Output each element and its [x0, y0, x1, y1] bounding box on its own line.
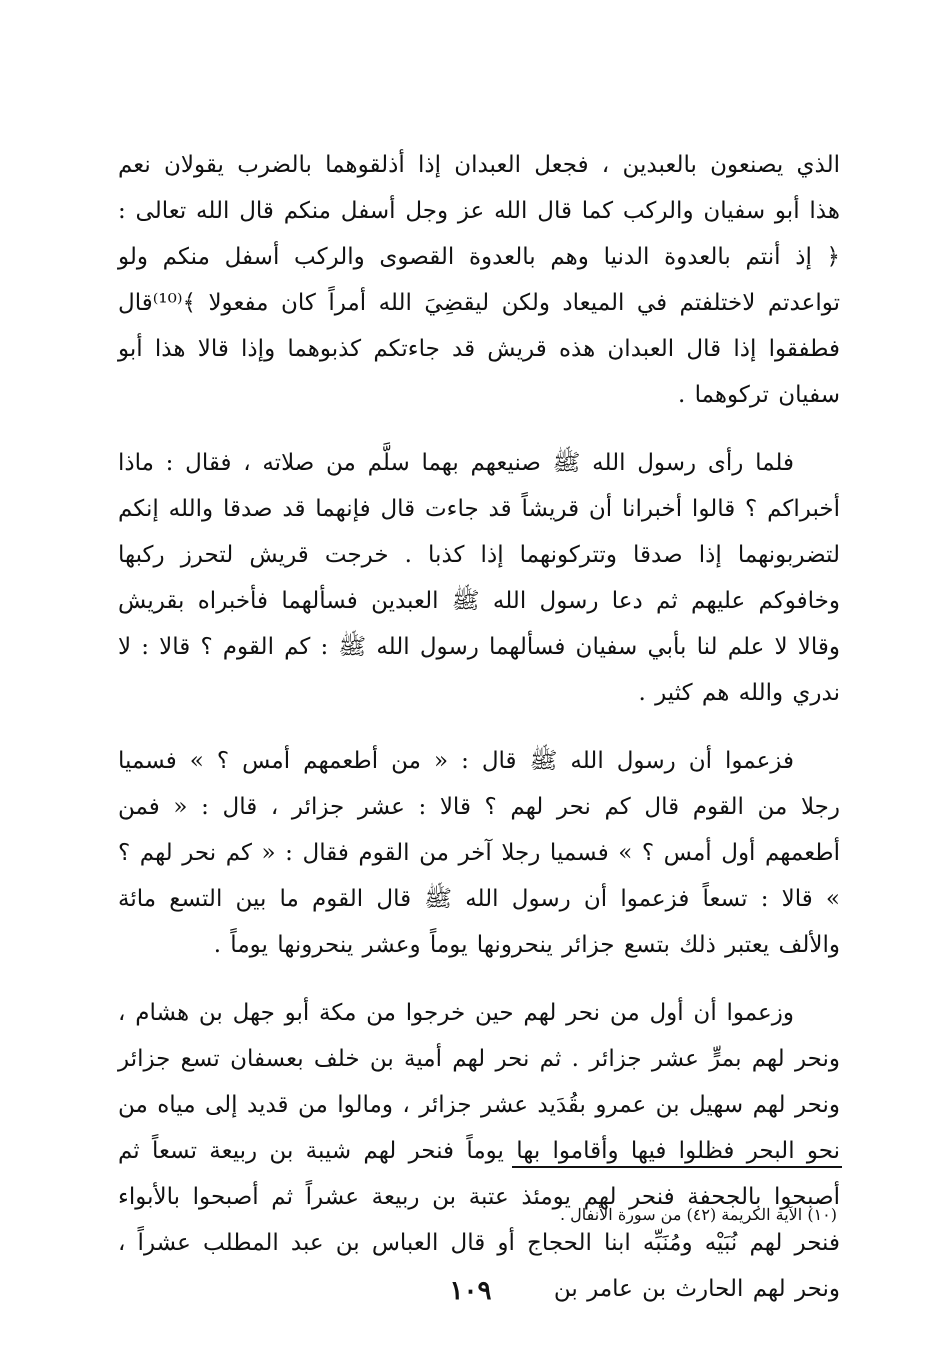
paragraph-4: وزعموا أن أول من نحر لهم حين خرجوا من مكة أبو جهل بن هشام ، ونحر لهم بمرٍّ عشر جزائر . ثم نحر لهم أمية بن خلف بعسفان تسع جزائر ونحر لهم سهيل بن عمرو بقُدَيد عشر جزائر ، ومالوا من قديد إلى مياه من نحو البحر فظلوا فيها وأقاموا بها يوماً فنحر لهم شيبة بن ربيعة تسعاً ثم أصبحوا بالجحفة فنحر لهم يومئذ عتبة بن ربيعة عشراً ثم أصبحوا بالأبواء فنحر لهم نُبَيْه ومُنَبِّه ابنا الحجاج أو قال العباس بن عبد المطلب عشراً ، ونحر لهم الحارث بن عامر بن — [118, 1000, 840, 1302]
page-number: ١٠٩ — [449, 1276, 492, 1306]
paragraph-2: فلما رأى رسول الله ﷺ صنيعهم بهما سلَّم من صلاته ، فقال : ماذا أخبراكم ؟ قالوا أخبرانا أن قريشاً قد جاءت قال فإنهما قد صدقا والله إنكم لتضربونهما إذا صدقا وتتركونهما إذا كذبا . خرجت قريش لتحرز ركبها وخافوكم عليهم ثم دعا رسول الله ﷺ العبدين فسألهما فأخبراه بقريش وقالا لا علم لنا بأبي سفيان فسألهما رسول الله ﷺ : كم القوم ؟ قالا : لا ندري والله هم كثير . — [118, 450, 840, 706]
footnote-divider — [512, 1166, 842, 1168]
page-body — [118, 142, 840, 1334]
paragraph-3: فزعموا أن رسول الله ﷺ قال : « من أطعمهم أمس ؟ » فسميا رجلا من القوم قال كم نحر لهم ؟ قالا : عشر جزائر ، قال : « فمن أطعمهم أول أمس ؟ » فسميا رجلا آخر من القوم فقال : « كم نحر لهم ؟ » قالا : تسعاً فزعموا أن رسول الله ﷺ قال القوم ما بين التسع مائة والألف يعتبر ذلك بتسع جزائر ينحرونها يوماً وعشر ينحرونها يوماً . — [118, 748, 840, 958]
footnote: (١٠) الآية الكريمة (٤٢) من سورة الأنفال . — [559, 1205, 837, 1224]
paragraph-1: الذي يصنعون بالعبدين ، فجعل العبدان إذا أذلقوهما بالضرب يقولان نعم هذا أبو سفيان والركب كما قال الله عز وجل أسفل منكم قال الله تعالى : ﴿ إذ أنتم بالعدوة الدنيا وهم بالعدوة القصوى والركب أسفل منكم ولو تواعدتم لاختلفتم في الميعاد ولكن ليقضِيَ الله أمراً كان مفعولا ﴾⁽¹⁰⁾قال فطفقوا إذا قال العبدان هذه قريش قد جاءتكم كذبوهما وإذا قالا هذا أبو سفيان تركوهما . — [118, 152, 840, 408]
